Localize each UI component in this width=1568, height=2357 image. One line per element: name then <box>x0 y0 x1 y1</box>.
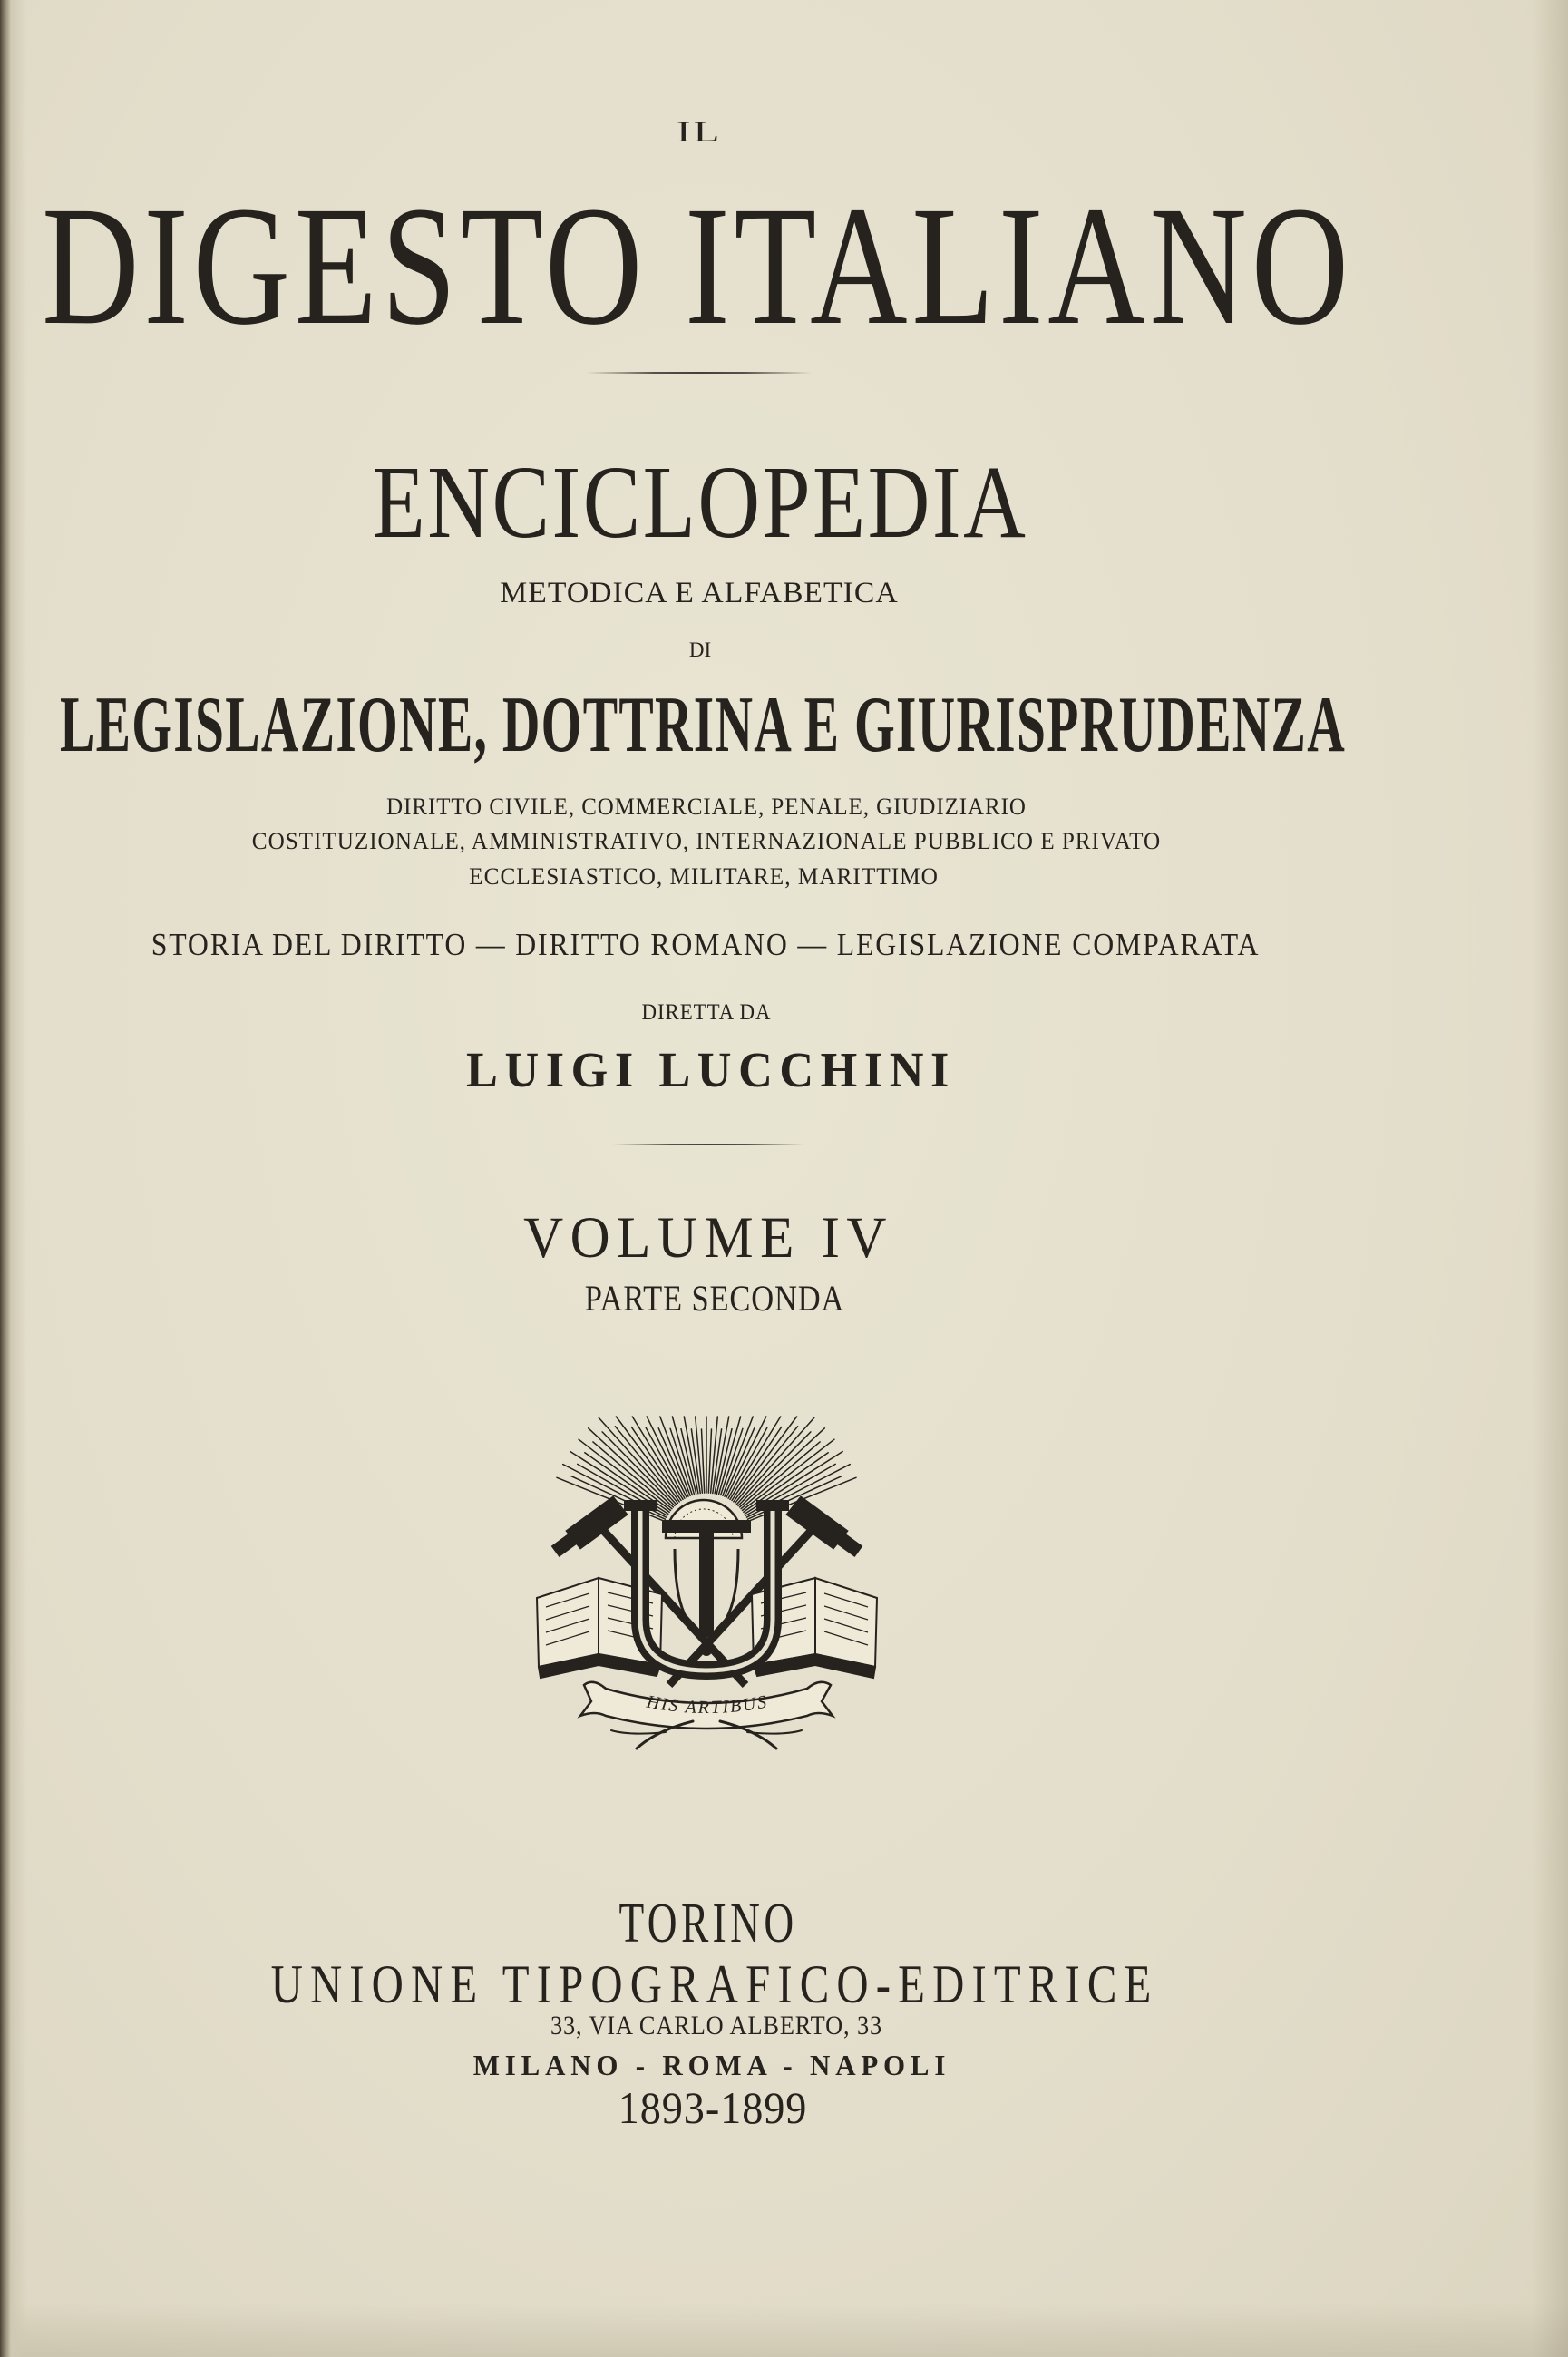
main-title: DIGESTO ITALIANO <box>42 170 1353 360</box>
editor-name: LUIGI LUCCHINI <box>466 1042 956 1097</box>
motto-ribbon <box>580 1682 833 1729</box>
publisher-name: UNIONE TIPOGRAFICO-EDITRICE <box>270 1954 1159 2014</box>
subtitle: ENCICLOPEDIA <box>372 444 1028 560</box>
subtitle-preposition: DI <box>688 638 712 661</box>
publisher-emblem-icon <box>530 1413 884 1751</box>
law-branches-text: ECCLESIASTICO, MILITARE, MARITTIMO <box>469 863 939 890</box>
publisher-address: 33, VIA CARLO ALBERTO, 33 <box>550 2011 883 2040</box>
sun-ray <box>579 1439 670 1510</box>
publisher-branches: MILANO - ROMA - NAPOLI <box>472 2049 951 2081</box>
title-article: IL <box>676 116 723 149</box>
volume-part: PARTE SECONDA <box>584 1278 845 1319</box>
imprint-city: TORINO <box>618 1893 798 1954</box>
subtitle-qualifier: METODICA E ALFABETICA <box>500 577 899 609</box>
title-divider <box>587 372 812 374</box>
editor-divider <box>613 1144 804 1145</box>
subject-heading: LEGISLAZIONE, DOTTRINA E GIURISPRUDENZA <box>59 681 1347 769</box>
law-branches-text: DIRITTO CIVILE, COMMERCIALE, PENALE, GIUDIZIARIO <box>386 794 1027 820</box>
publication-years: 1893-1899 <box>618 2082 808 2133</box>
sun-ray <box>743 1439 834 1510</box>
history-text: STORIA DEL DIRITTO — DIRITTO ROMANO — LEGISLAZIONE COMPARATA <box>151 927 1261 962</box>
editor-label: DIRETTA DA <box>641 1000 772 1025</box>
law-branches-text: COSTITUZIONALE, AMMINISTRATIVO, INTERNAZIONALE PUBBLICO E PRIVATO <box>251 828 1162 854</box>
volume-number: VOLUME IV <box>523 1205 893 1271</box>
emblem-motto: HIS ARTIBUS <box>645 1691 770 1719</box>
